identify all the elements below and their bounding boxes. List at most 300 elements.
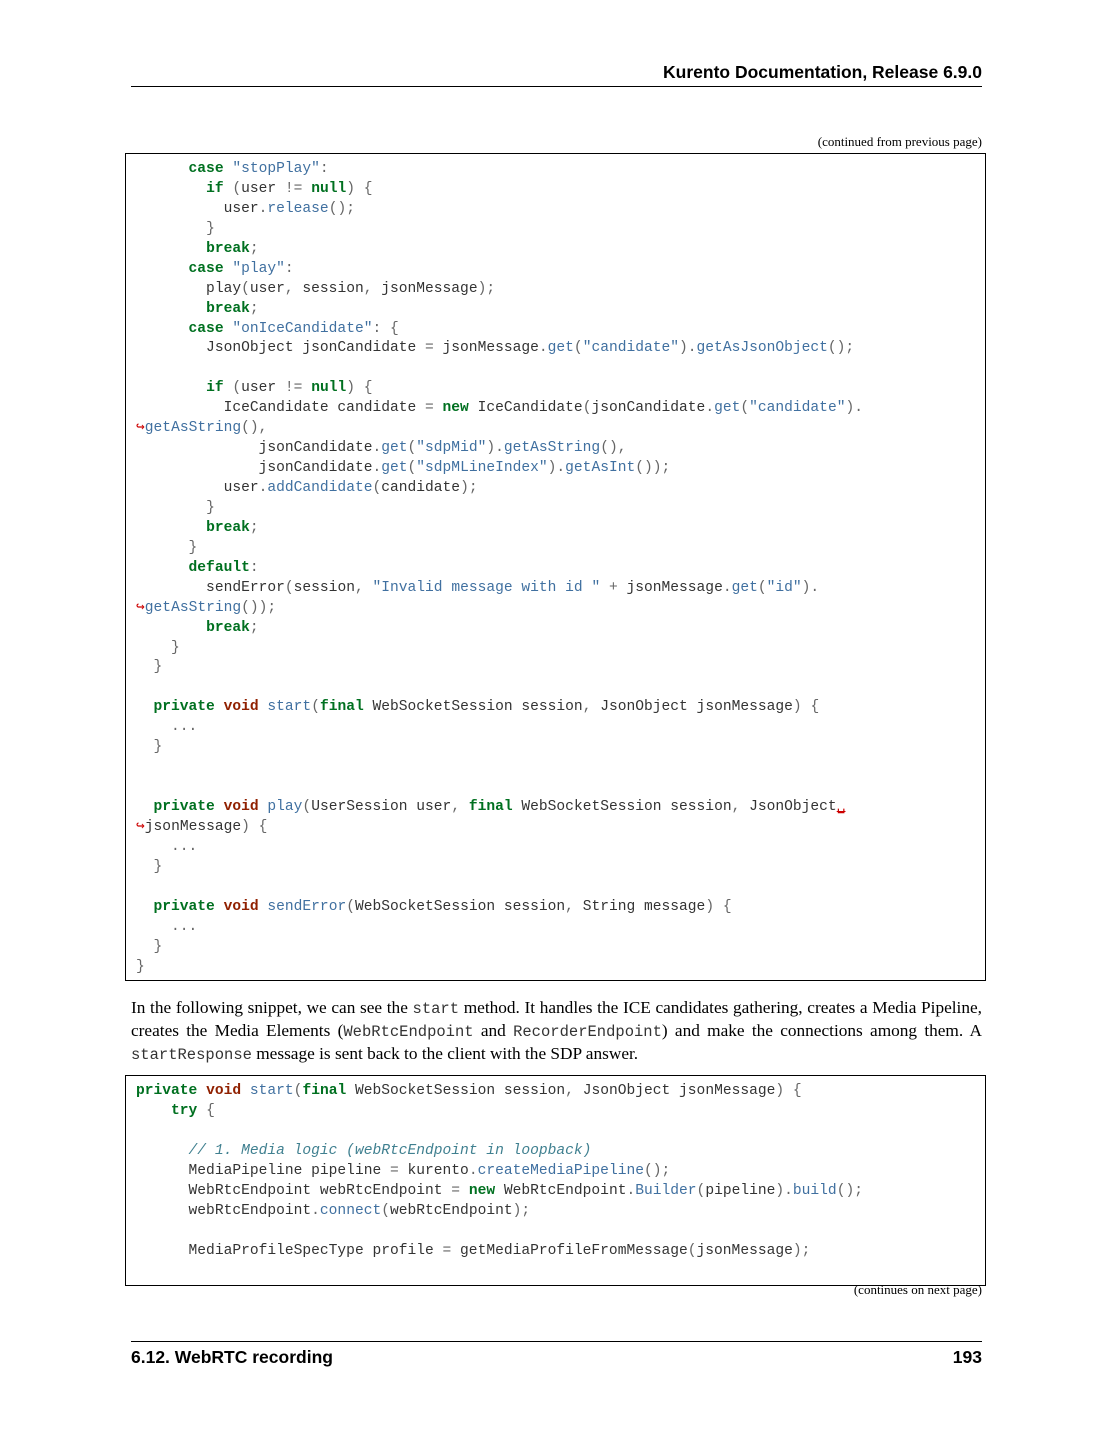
code-token: ;	[249, 619, 259, 636]
code-token: JsonObject jsonMessage	[591, 699, 793, 716]
code-token: WebSocketSession session	[354, 898, 566, 915]
code-token: start	[249, 1083, 294, 1099]
code-token: "candidate"	[582, 340, 680, 357]
footer-rule	[131, 1341, 982, 1342]
code-token: private	[153, 898, 215, 915]
code-block-1-content	[126, 154, 985, 977]
code-token: start	[267, 699, 312, 716]
code-token: (	[372, 480, 382, 496]
code-token: jsonCandidate	[136, 460, 373, 477]
code-token: addCandidate	[267, 480, 373, 496]
code-token	[460, 1183, 469, 1199]
code-token: )	[346, 380, 355, 397]
code-token: ();	[836, 1182, 863, 1199]
code-token: {	[390, 320, 399, 337]
code-token: }	[153, 739, 163, 756]
code-token: :	[319, 161, 329, 177]
code-token: jsonMessage	[144, 818, 242, 835]
code-line	[136, 439, 985, 459]
code-token: IceCandidate	[468, 400, 583, 417]
code-token: void	[223, 699, 259, 716]
code-line	[136, 778, 985, 798]
code-token: }	[153, 659, 163, 676]
code-token	[136, 221, 206, 237]
code-token: jsonMessage	[433, 340, 539, 357]
code-token	[302, 380, 311, 396]
code-token: (	[346, 898, 355, 915]
code-token: (	[757, 579, 767, 596]
code-token: =	[389, 1162, 399, 1179]
code-line	[136, 838, 985, 858]
code-token: String message	[573, 898, 706, 915]
code-token: );	[512, 1202, 531, 1219]
paragraph-text: ) and make the connections among them. A	[661, 1021, 982, 1040]
code-token	[215, 899, 224, 915]
code-token: .	[372, 440, 382, 457]
code-token	[600, 580, 609, 596]
code-token	[364, 580, 373, 596]
code-token	[136, 500, 206, 516]
code-line	[136, 1242, 985, 1262]
code-token: sendError	[267, 898, 347, 915]
code-token: ,	[565, 898, 574, 915]
code-token: ,	[731, 799, 741, 815]
code-token: pipeline	[705, 1182, 776, 1199]
code-token	[136, 739, 154, 755]
code-token: ,	[363, 280, 373, 297]
code-token: break	[206, 240, 250, 257]
code-token: jsonMessage	[617, 579, 723, 596]
code-token: (	[232, 380, 242, 397]
code-token: ();	[328, 200, 355, 217]
code-token: )	[705, 898, 715, 915]
code-token	[434, 400, 443, 416]
continues-on-note: (continues on next page)	[853, 1282, 982, 1297]
code-token	[302, 181, 311, 197]
code-line	[136, 1142, 985, 1162]
code-token: }	[188, 539, 198, 556]
code-line	[136, 1122, 985, 1142]
code-line	[136, 180, 985, 200]
footer-page-number: 193	[952, 1347, 982, 1367]
code-token: jsonCandidate	[136, 440, 373, 457]
code-line	[136, 1162, 985, 1182]
code-token: .	[722, 579, 732, 596]
code-token: get	[547, 340, 574, 357]
code-token	[136, 699, 154, 715]
code-token: ).	[679, 340, 697, 357]
code-token: JsonObject jsonCandidate	[136, 340, 426, 357]
code-token: .	[626, 1182, 636, 1199]
code-line	[136, 1202, 985, 1222]
code-line	[136, 678, 985, 698]
code-token	[136, 301, 206, 317]
code-token: case	[188, 320, 224, 337]
code-token: new	[468, 1182, 496, 1199]
code-line	[136, 958, 985, 978]
code-token: get	[381, 440, 408, 457]
code-token: )	[346, 180, 355, 197]
code-line	[136, 818, 985, 838]
code-token	[136, 261, 189, 277]
code-token: UserSession user	[311, 799, 452, 815]
code-token: .	[705, 400, 715, 417]
code-token: webRtcEndpoint	[390, 1202, 513, 1219]
code-line	[136, 658, 985, 678]
code-token: !=	[284, 180, 303, 197]
code-line	[136, 379, 985, 399]
code-token: WebSocketSession session	[346, 1083, 566, 1099]
code-token: play	[136, 280, 242, 297]
code-line	[136, 499, 985, 519]
code-line	[136, 1082, 985, 1102]
code-token: :	[249, 559, 259, 576]
inline-code: start	[412, 1000, 460, 1018]
paragraph-text: and	[473, 1021, 514, 1040]
code-line	[136, 459, 985, 479]
code-token: :	[372, 320, 382, 337]
code-token: {	[206, 1102, 215, 1119]
code-token: ,	[582, 699, 592, 716]
code-token	[136, 181, 206, 197]
code-line	[136, 1182, 985, 1202]
code-line	[136, 200, 985, 220]
code-token: WebRtcEndpoint webRtcEndpoint	[136, 1182, 452, 1199]
code-token: ,	[451, 799, 461, 815]
code-token: .	[372, 460, 382, 477]
code-token: ...	[171, 719, 198, 736]
code-token: {	[258, 818, 268, 835]
code-token	[136, 939, 154, 955]
code-token	[136, 321, 189, 337]
code-block-1	[125, 153, 986, 981]
code-token	[136, 241, 206, 257]
code-token: user	[241, 380, 285, 397]
code-token: ...	[171, 918, 198, 935]
code-token: (	[573, 340, 583, 357]
code-token	[197, 1083, 206, 1099]
code-token: (	[293, 1083, 303, 1099]
code-token	[460, 799, 469, 815]
code-line	[136, 918, 985, 938]
code-token: (	[407, 440, 417, 457]
code-token	[136, 799, 154, 815]
code-token	[136, 859, 154, 875]
code-token	[784, 1083, 793, 1099]
code-token: if	[206, 380, 224, 397]
code-line	[136, 798, 985, 818]
code-token	[136, 161, 189, 177]
code-token: WebSocketSession session	[363, 699, 583, 716]
code-token: session	[293, 280, 364, 297]
paragraph-text: method. It handles the ICE candidates gathering, creates a Media Pipeline, creates the Media Elements (	[131, 998, 982, 1040]
code-token: .	[258, 480, 268, 496]
paragraph-text: message is sent back to the client with the SDP answer.	[251, 1044, 639, 1063]
code-token	[136, 520, 206, 536]
code-token: void	[206, 1083, 242, 1099]
code-token: (	[407, 460, 417, 477]
code-token: {	[363, 380, 373, 397]
code-token: .	[468, 1162, 478, 1179]
code-block-2	[125, 1075, 986, 1286]
code-token: MediaPipeline pipeline	[136, 1162, 390, 1179]
code-token	[355, 181, 364, 197]
code-token: "Invalid message with id "	[372, 579, 601, 596]
code-token: // 1. Media logic (webRtcEndpoint in loopback)	[188, 1142, 592, 1159]
code-token: user	[241, 180, 285, 197]
code-token: ();	[643, 1162, 671, 1179]
code-token: break	[206, 300, 250, 317]
code-line	[136, 758, 985, 778]
code-token: break	[206, 519, 250, 536]
code-token: +	[608, 579, 618, 596]
code-token: )	[775, 1083, 785, 1099]
code-line	[136, 718, 985, 738]
code-token: getAsJsonObject	[696, 340, 828, 357]
code-token: (),	[241, 420, 268, 437]
code-line	[136, 639, 985, 659]
code-line	[136, 320, 985, 340]
code-token: ,	[354, 579, 364, 596]
code-token	[136, 919, 171, 935]
code-token: }	[153, 938, 163, 955]
code-token	[136, 540, 189, 556]
code-token: get	[731, 579, 758, 596]
code-token: webRtcEndpoint	[136, 1202, 312, 1219]
code-token: getMediaProfileFromMessage	[451, 1242, 688, 1259]
code-token: jsonMessage	[696, 1242, 793, 1259]
code-token: ).	[845, 400, 863, 417]
code-line	[136, 1102, 985, 1122]
code-token	[136, 620, 206, 636]
page-header-title: Kurento Documentation, Release 6.9.0	[663, 62, 982, 82]
code-token: private	[136, 1083, 198, 1099]
code-token: (	[232, 180, 242, 197]
code-line	[136, 280, 985, 300]
code-token: ).	[486, 440, 504, 457]
code-token: ;	[249, 240, 259, 257]
line-continuation-icon: ↪	[136, 420, 145, 437]
code-line	[136, 220, 985, 240]
code-token: JsonObject jsonMessage	[573, 1083, 776, 1099]
code-token: ());	[635, 460, 671, 477]
code-token: {	[810, 699, 820, 716]
code-token: getAsInt	[565, 460, 636, 477]
code-token: ;	[249, 519, 259, 536]
code-token: (	[687, 1242, 697, 1259]
code-token: case	[188, 260, 224, 277]
code-token: private	[153, 799, 215, 815]
code-token	[197, 1103, 206, 1119]
header-rule	[131, 86, 982, 87]
code-token: getAsString	[144, 420, 242, 437]
code-line	[136, 599, 985, 619]
code-token: {	[722, 898, 732, 915]
code-token: ,	[284, 280, 294, 297]
code-token: "candidate"	[749, 400, 846, 417]
code-token: }	[136, 958, 145, 975]
code-token: (),	[600, 440, 627, 457]
code-token: WebRtcEndpoint	[495, 1182, 627, 1199]
code-token: MediaProfileSpecType profile	[136, 1242, 443, 1259]
code-token: break	[206, 619, 250, 636]
code-token: WebSocketSession session	[512, 799, 732, 815]
code-token: }	[153, 858, 163, 875]
code-token: ␣	[836, 799, 846, 815]
code-token: get	[381, 460, 408, 477]
code-token: "id"	[766, 579, 802, 596]
code-token: null	[311, 380, 347, 397]
code-line	[136, 300, 985, 320]
code-token: "play"	[232, 260, 285, 277]
code-token: =	[442, 1242, 452, 1259]
code-line	[136, 260, 985, 280]
code-token: play	[267, 799, 303, 815]
code-token: sendError	[136, 579, 285, 596]
code-token: session	[293, 579, 355, 596]
code-token: void	[223, 898, 259, 915]
code-token: (	[311, 699, 320, 716]
code-token: ();	[827, 340, 855, 357]
code-token: final	[302, 1083, 347, 1099]
code-line	[136, 858, 985, 878]
code-line	[136, 519, 985, 539]
code-token	[136, 719, 171, 735]
code-token: (	[284, 579, 294, 596]
code-token: connect	[319, 1202, 382, 1219]
inline-code: startResponse	[131, 1046, 252, 1064]
footer-section-title: 6.12. WebRTC recording	[131, 1347, 333, 1367]
code-token: =	[425, 400, 434, 417]
code-line	[136, 240, 985, 260]
code-token: JsonObject	[740, 799, 837, 815]
code-token: IceCandidate candidate	[136, 400, 426, 417]
code-line	[136, 419, 985, 439]
code-token	[355, 380, 364, 396]
code-token: {	[792, 1083, 802, 1099]
code-token: user	[249, 280, 285, 297]
code-token: ).	[775, 1182, 793, 1199]
inline-code: WebRtcEndpoint	[343, 1023, 474, 1041]
code-token: final	[319, 699, 364, 716]
code-token: );	[460, 480, 478, 496]
body-paragraph	[131, 997, 982, 1066]
code-token: if	[206, 180, 224, 197]
code-token: getAsString	[144, 599, 242, 616]
code-line	[136, 1222, 985, 1242]
code-line	[136, 559, 985, 579]
code-token: final	[468, 799, 513, 815]
code-token: (	[696, 1182, 706, 1199]
code-token: !=	[284, 380, 303, 397]
code-line	[136, 698, 985, 718]
inline-code: RecorderEndpoint	[513, 1023, 662, 1041]
code-token: void	[223, 799, 259, 815]
code-token: new	[442, 400, 469, 417]
code-token: .	[311, 1202, 320, 1219]
code-token: }	[206, 220, 215, 237]
code-token: "onIceCandidate"	[232, 320, 373, 337]
code-token: ...	[171, 838, 198, 855]
code-token: (	[241, 280, 250, 297]
code-line	[136, 579, 985, 599]
code-token	[136, 380, 206, 396]
code-token: .	[258, 200, 268, 217]
code-token	[215, 799, 224, 815]
code-token: (	[302, 799, 312, 815]
code-token	[250, 819, 259, 835]
line-continuation-icon: ↪	[136, 599, 145, 616]
code-token: }	[206, 499, 215, 516]
code-token: ());	[241, 599, 277, 616]
code-token: user	[136, 480, 259, 496]
code-line	[136, 339, 985, 359]
code-line	[136, 938, 985, 958]
code-token: jsonMessage	[372, 280, 478, 297]
code-token: candidate	[381, 480, 461, 496]
code-token: );	[792, 1242, 811, 1259]
code-line	[136, 539, 985, 559]
code-token: =	[451, 1182, 461, 1199]
paragraph-text: In the following snippet, we can see the	[131, 998, 413, 1017]
code-line	[136, 399, 985, 419]
code-line	[136, 479, 985, 499]
code-token: ;	[249, 300, 259, 317]
code-token	[381, 321, 390, 337]
code-token	[136, 659, 154, 675]
code-token: );	[477, 280, 496, 297]
code-token: "sdpMLineIndex"	[416, 460, 548, 477]
code-token: ).	[547, 460, 566, 477]
code-token: }	[171, 639, 180, 656]
code-token	[136, 1143, 189, 1159]
code-token	[136, 899, 154, 915]
code-token: getAsString	[503, 440, 601, 457]
code-token	[136, 1103, 171, 1119]
code-token: "stopPlay"	[232, 161, 320, 177]
code-token: )	[241, 818, 250, 835]
code-token: release	[267, 200, 329, 217]
code-line	[136, 619, 985, 639]
code-block-2-content	[126, 1076, 985, 1261]
code-line	[136, 898, 985, 918]
code-token: createMediaPipeline	[477, 1162, 644, 1179]
code-token: .	[538, 340, 548, 357]
code-token: )	[792, 699, 802, 716]
code-token: ).	[801, 579, 820, 596]
code-line	[136, 359, 985, 379]
code-token	[714, 899, 723, 915]
code-token: kurento	[398, 1162, 469, 1179]
code-token: private	[153, 699, 215, 716]
code-token: jsonCandidate	[591, 400, 706, 417]
code-token: ,	[565, 1083, 574, 1099]
code-token: (	[381, 1202, 390, 1219]
code-line	[136, 738, 985, 758]
code-token: build	[792, 1182, 837, 1199]
code-token	[136, 839, 171, 855]
code-token	[215, 699, 224, 715]
code-token: {	[363, 180, 373, 197]
continued-from-note: (continued from previous page)	[817, 134, 982, 149]
code-token: =	[425, 340, 434, 357]
code-token: try	[171, 1102, 198, 1119]
code-token: Builder	[635, 1182, 697, 1199]
code-token: default	[188, 559, 250, 576]
code-token: :	[284, 260, 294, 277]
code-token: (	[740, 400, 750, 417]
code-token: user	[136, 200, 259, 217]
